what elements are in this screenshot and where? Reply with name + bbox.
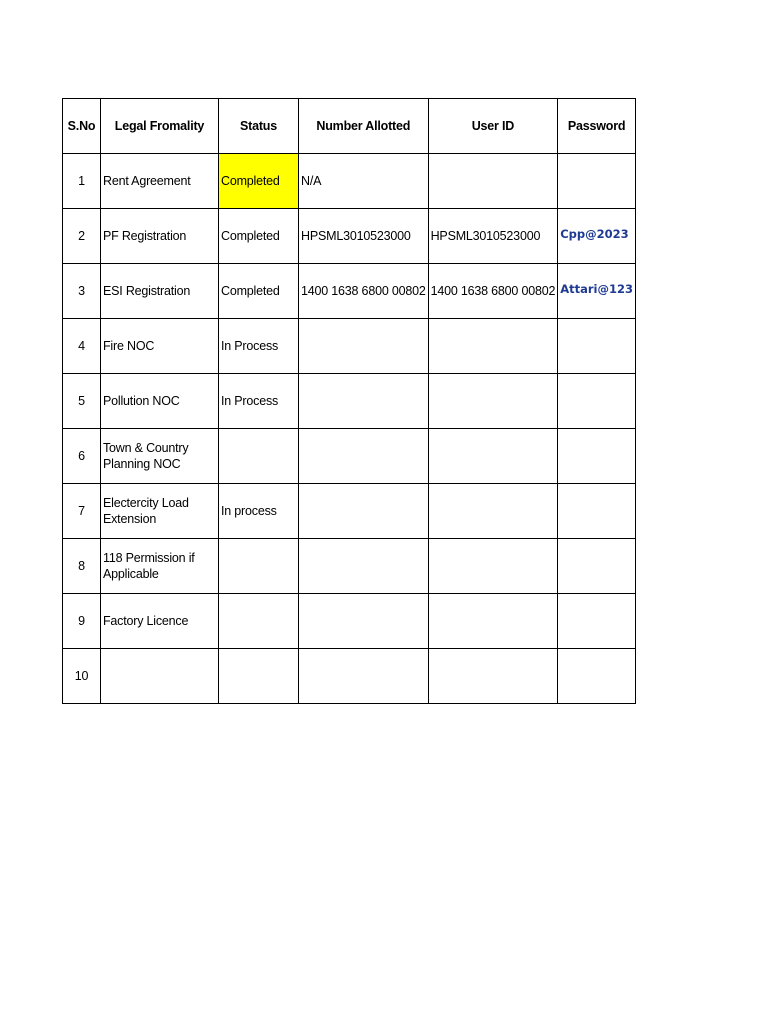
table-row xyxy=(63,264,636,319)
cell-legal-formality: 118 Permission if Applicable xyxy=(101,539,219,594)
cell-user-id xyxy=(428,539,558,594)
header-password: Password xyxy=(558,99,636,154)
table-row xyxy=(63,319,636,374)
cell-password xyxy=(558,539,636,594)
cell-legal-formality: Town & Country Planning NOC xyxy=(101,429,219,484)
table-row xyxy=(63,539,636,594)
cell-user-id xyxy=(428,594,558,649)
cell-legal-formality: Rent Agreement xyxy=(101,154,219,209)
cell-number-allotted xyxy=(299,374,429,429)
cell-password xyxy=(558,154,636,209)
cell-number-allotted xyxy=(299,594,429,649)
cell-status: In process xyxy=(219,484,299,539)
cell-password xyxy=(558,484,636,539)
cell-password xyxy=(558,649,636,704)
cell-password: Cpp@2023 xyxy=(558,209,636,264)
cell-number-allotted xyxy=(299,539,429,594)
table-row xyxy=(63,209,636,264)
cell-number-allotted: 1400 1638 6800 00802 xyxy=(299,264,429,319)
cell-password xyxy=(558,429,636,484)
cell-status: Completed xyxy=(219,154,299,209)
legal-formalities-table xyxy=(62,98,636,704)
header-legal-formality: Legal Fromality xyxy=(101,99,219,154)
cell-status xyxy=(219,594,299,649)
header-status: Status xyxy=(219,99,299,154)
cell-sno: 4 xyxy=(63,319,101,374)
cell-user-id xyxy=(428,484,558,539)
cell-status: In Process xyxy=(219,374,299,429)
cell-legal-formality: Electercity Load Extension xyxy=(101,484,219,539)
table-header xyxy=(63,99,636,154)
cell-sno: 9 xyxy=(63,594,101,649)
cell-number-allotted xyxy=(299,429,429,484)
table-row xyxy=(63,429,636,484)
cell-sno: 5 xyxy=(63,374,101,429)
cell-legal-formality: Fire NOC xyxy=(101,319,219,374)
cell-password: Attari@123 xyxy=(558,264,636,319)
cell-user-id xyxy=(428,374,558,429)
table-body xyxy=(63,154,636,704)
table-row xyxy=(63,154,636,209)
cell-sno: 3 xyxy=(63,264,101,319)
cell-status: Completed xyxy=(219,209,299,264)
header-user-id: User ID xyxy=(428,99,558,154)
cell-number-allotted: N/A xyxy=(299,154,429,209)
cell-status: In Process xyxy=(219,319,299,374)
table-row xyxy=(63,374,636,429)
cell-number-allotted xyxy=(299,319,429,374)
cell-password xyxy=(558,594,636,649)
cell-legal-formality: Factory Licence xyxy=(101,594,219,649)
header-number-allotted: Number Allotted xyxy=(299,99,429,154)
cell-sno: 8 xyxy=(63,539,101,594)
cell-number-allotted xyxy=(299,649,429,704)
cell-user-id xyxy=(428,429,558,484)
table-row xyxy=(63,484,636,539)
table-row xyxy=(63,649,636,704)
cell-user-id: HPSML3010523000 xyxy=(428,209,558,264)
cell-number-allotted: HPSML3010523000 xyxy=(299,209,429,264)
cell-password xyxy=(558,319,636,374)
cell-sno: 7 xyxy=(63,484,101,539)
cell-sno: 1 xyxy=(63,154,101,209)
cell-sno: 6 xyxy=(63,429,101,484)
cell-status: Completed xyxy=(219,264,299,319)
cell-user-id xyxy=(428,319,558,374)
cell-user-id xyxy=(428,649,558,704)
cell-sno: 10 xyxy=(63,649,101,704)
cell-legal-formality: PF Registration xyxy=(101,209,219,264)
cell-legal-formality: Pollution NOC xyxy=(101,374,219,429)
cell-status xyxy=(219,539,299,594)
cell-status xyxy=(219,429,299,484)
table-row xyxy=(63,594,636,649)
cell-sno: 2 xyxy=(63,209,101,264)
cell-password xyxy=(558,374,636,429)
cell-number-allotted xyxy=(299,484,429,539)
cell-status xyxy=(219,649,299,704)
cell-user-id xyxy=(428,154,558,209)
cell-legal-formality xyxy=(101,649,219,704)
header-row xyxy=(63,99,636,154)
cell-legal-formality: ESI Registration xyxy=(101,264,219,319)
header-sno: S.No xyxy=(63,99,101,154)
cell-user-id: 1400 1638 6800 00802 xyxy=(428,264,558,319)
